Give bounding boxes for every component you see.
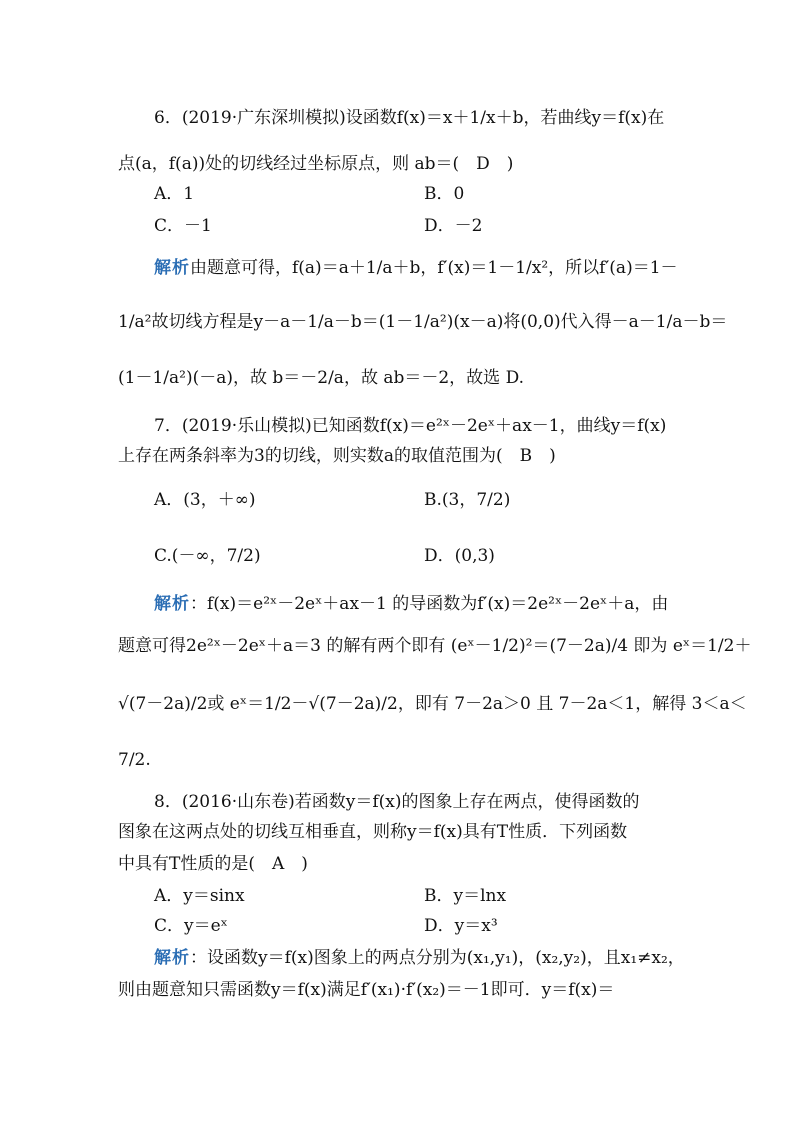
- q8-option-c: C．y＝eˣ: [154, 916, 228, 936]
- q7-stem-line1: 7．(2019·乐山模拟)已知函数f(x)＝e²ˣ－2eˣ＋ax－1，曲线y＝f(x): [154, 416, 667, 436]
- q6-stem-line2: 点(a，f(a))处的切线经过坐标原点，则 ab＝( D ): [118, 154, 514, 174]
- q6-jiexi-label: 解析: [154, 258, 190, 278]
- q8-solution-text1: ：设函数y＝f(x)图象上的两点分别为(x₁,y₁)，(x₂,y₂)，且x₁≠x₂，: [190, 948, 685, 968]
- q8-option-d: D．y＝x³: [424, 916, 498, 936]
- q6-option-d: D．－2: [424, 216, 483, 236]
- q7-option-c: C.(－∞，7/2): [154, 546, 261, 566]
- q8-jiexi-label: 解析: [154, 948, 190, 968]
- q7-stem-line2: 上存在两条斜率为3的切线，则实数a的取值范围为( B ): [118, 446, 556, 466]
- q8-option-a: A．y＝sinx: [154, 886, 245, 906]
- q8-stem-line2: 图象在这两点处的切线互相垂直，则称y＝f(x)具有T性质．下列函数: [118, 822, 628, 842]
- q6-option-b: B．0: [424, 184, 465, 204]
- q6-option-c: C．－1: [154, 216, 212, 236]
- q6-solution-line3: (1－1/a²)(－a)，故 b＝－2/a，故 ab＝－2，故选 D.: [118, 368, 525, 388]
- q7-option-a: A．(3，＋∞): [154, 490, 256, 510]
- q8-solution-line1: [154, 944, 714, 972]
- q6-option-a: A．1: [154, 184, 195, 204]
- q8-option-b: B．y＝lnx: [424, 886, 507, 906]
- q6-solution-line2: 1/a²故切线方程是y－a－1/a－b＝(1－1/a²)(x－a)将(0,0)代入得－a－1/a－b＝: [118, 312, 728, 332]
- q7-solution-text1: ：f(x)＝e²ˣ－2eˣ＋ax－1 的导函数为f′(x)＝2e²ˣ－2eˣ＋a，由: [190, 594, 669, 614]
- q7-solution-line2: 题意可得2e²ˣ－2eˣ＋a＝3 的解有两个即有 (eˣ－1/2)²＝(7－2a)/4 即为 eˣ＝1/2＋: [118, 636, 752, 656]
- q8-stem-line1: 8．(2016·山东卷)若函数y＝f(x)的图象上存在两点，使得函数的: [154, 792, 640, 812]
- q7-solution-line3: √(7－2a)/2或 eˣ＝1/2－√(7－2a)/2，即有 7－2a＞0 且 7－2a＜1，解得 3＜a＜: [118, 694, 747, 714]
- q7-option-b: B.(3，7/2): [424, 490, 511, 510]
- q7-option-d: D．(0,3): [424, 546, 495, 566]
- q8-stem-line3: 中具有T性质的是( A ): [118, 854, 308, 874]
- q6-solution-text1: 由题意可得，f(a)＝a＋1/a＋b，f′(x)＝1－1/x²，所以f′(a)＝1－: [190, 258, 678, 278]
- q8-solution-line2: 则由题意知只需函数y＝f(x)满足f′(x₁)·f′(x₂)＝－1即可．y＝f(x)＝: [118, 980, 615, 1000]
- q7-solution-line4: 7/2.: [118, 750, 151, 770]
- q6-solution-line1: [154, 254, 714, 282]
- q6-stem-line1: 6．(2019·广东深圳模拟)设函数f(x)＝x＋1/x＋b，若曲线y＝f(x)在: [154, 108, 665, 128]
- q7-jiexi-label: 解析: [154, 594, 190, 614]
- q7-solution-line1: [154, 590, 714, 618]
